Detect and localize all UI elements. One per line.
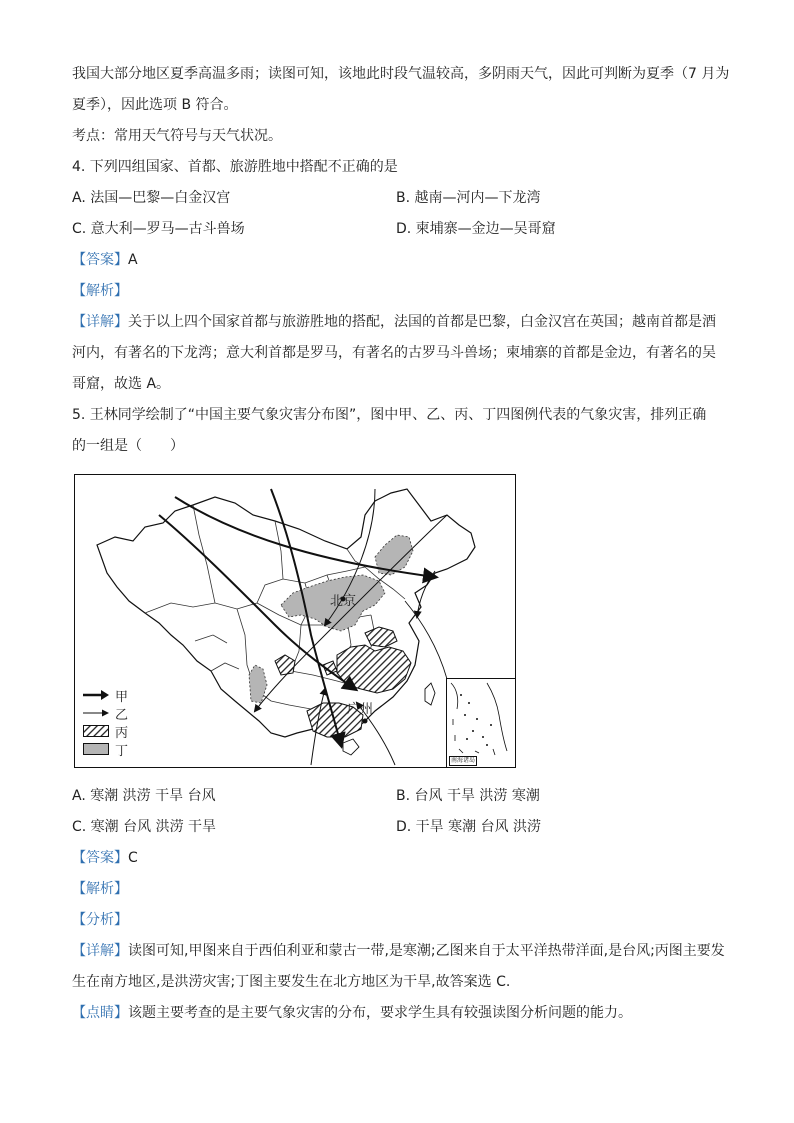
text-line: 河内，有著名的下龙湾；意大利首都是罗马，有著名的古罗马斗兽场；柬埔寨的首都是金边，有著名的吴 (72, 345, 716, 361)
dianjing-text: 该题主要考查的是主要气象灾害的分布，要求学生具有较强读图分析问题的能力。 (128, 1005, 632, 1021)
city-label-guangzhou: 广州 (347, 702, 374, 717)
text-line: 生在南方地区,是洪涝灾害;丁图主要发生在北方地区为干旱,故答案选 C. (72, 974, 511, 990)
fenxi-tag: 【分析】 (72, 912, 128, 928)
detail-text: 关于以上四个国家首都与旅游胜地的搭配，法国的首都是巴黎，白金汉宫在英国；越南首都是酒 (128, 314, 716, 330)
question-5-stem: 5. 王林同学绘制了“中国主要气象灾害分布图”，图中甲、乙、丙、丁四图例代表的气象灾害，排列正确 (72, 407, 707, 423)
detail-tag: 【详解】 (72, 314, 128, 330)
q5-answer (72, 848, 138, 868)
legend-label: 丁 (115, 744, 129, 759)
answer-value: C (128, 850, 138, 866)
analysis-tag: 【解析】 (72, 283, 128, 299)
question-4-stem: 4. 下列四组国家、首都、旅游胜地中搭配不正确的是 (72, 159, 398, 175)
map-legend (83, 689, 143, 761)
q5-detail (72, 941, 725, 961)
taiwan (425, 683, 435, 705)
text-line: 夏季），因此选项 B 符合。 (72, 97, 238, 113)
q4-option-c: C. 意大利—罗马—古斗兽场 (72, 221, 245, 237)
city-label-beijing: 北京 (330, 594, 357, 609)
q5-option-b: B. 台风 干旱 洪涝 寒潮 (396, 788, 540, 804)
detail-text: 读图可知,甲图来自于西伯利亚和蒙古一带,是寒潮;乙图来自于太平洋热带洋面,是台风;丙图主要发 (128, 943, 725, 959)
legend-label: 甲 (115, 690, 129, 705)
legend-label: 乙 (115, 708, 129, 723)
text-line: 的一组是（ ） (72, 438, 184, 454)
thin-arrow-icon (83, 707, 109, 719)
text-line: 哥窟，故选 A。 (72, 376, 171, 392)
legend-item-ding (83, 743, 143, 761)
text-line: 我国大部分地区夏季高温多雨；读图可知，该地此时段气温较高，多阴雨天气，因此可判断为夏季（7 月为 (72, 66, 730, 82)
legend-item-yi (83, 707, 143, 725)
hatch-swatch-icon (83, 725, 109, 737)
q4-detail (72, 312, 716, 332)
q5-option-c: C. 寒潮 台风 洪涝 干旱 (72, 819, 217, 835)
guangzhou-marker (363, 719, 368, 724)
drought-area-southwest (249, 665, 267, 703)
q5-dianjing (72, 1003, 632, 1023)
q5-option-a: A. 寒潮 洪涝 干旱 台风 (72, 788, 216, 804)
answer-tag: 【答案】 (72, 850, 128, 866)
q4-answer (72, 250, 138, 270)
bold-arrow-icon (83, 689, 109, 701)
flood-area-yangtze (337, 645, 411, 693)
legend-item-jia (83, 689, 143, 707)
analysis-tag: 【解析】 (72, 881, 128, 897)
answer-tag: 【答案】 (72, 252, 128, 268)
inset-label: 南海诸岛 (451, 757, 476, 764)
china-weather-disaster-map (74, 474, 516, 768)
legend-label: 丙 (115, 726, 129, 741)
legend-item-bing (83, 725, 143, 743)
flood-area-huai (365, 627, 397, 647)
hainan (343, 739, 359, 755)
gray-swatch-icon (83, 743, 109, 755)
q5-option-d: D. 干旱 寒潮 台风 洪涝 (396, 819, 542, 835)
q4-option-b: B. 越南—河内—下龙湾 (396, 190, 541, 206)
q4-option-a: A. 法国—巴黎—白金汉宫 (72, 190, 231, 206)
inset-graphic (447, 679, 515, 767)
flood-area-sichuan (275, 655, 295, 675)
answer-value: A (128, 252, 138, 268)
south-china-sea-inset (446, 678, 515, 767)
q4-option-d: D. 柬埔寨—金边—吴哥窟 (396, 221, 556, 237)
detail-tag: 【详解】 (72, 943, 128, 959)
dianjing-tag: 【点睛】 (72, 1005, 128, 1021)
text-line: 考点：常用天气符号与天气状况。 (72, 128, 282, 144)
